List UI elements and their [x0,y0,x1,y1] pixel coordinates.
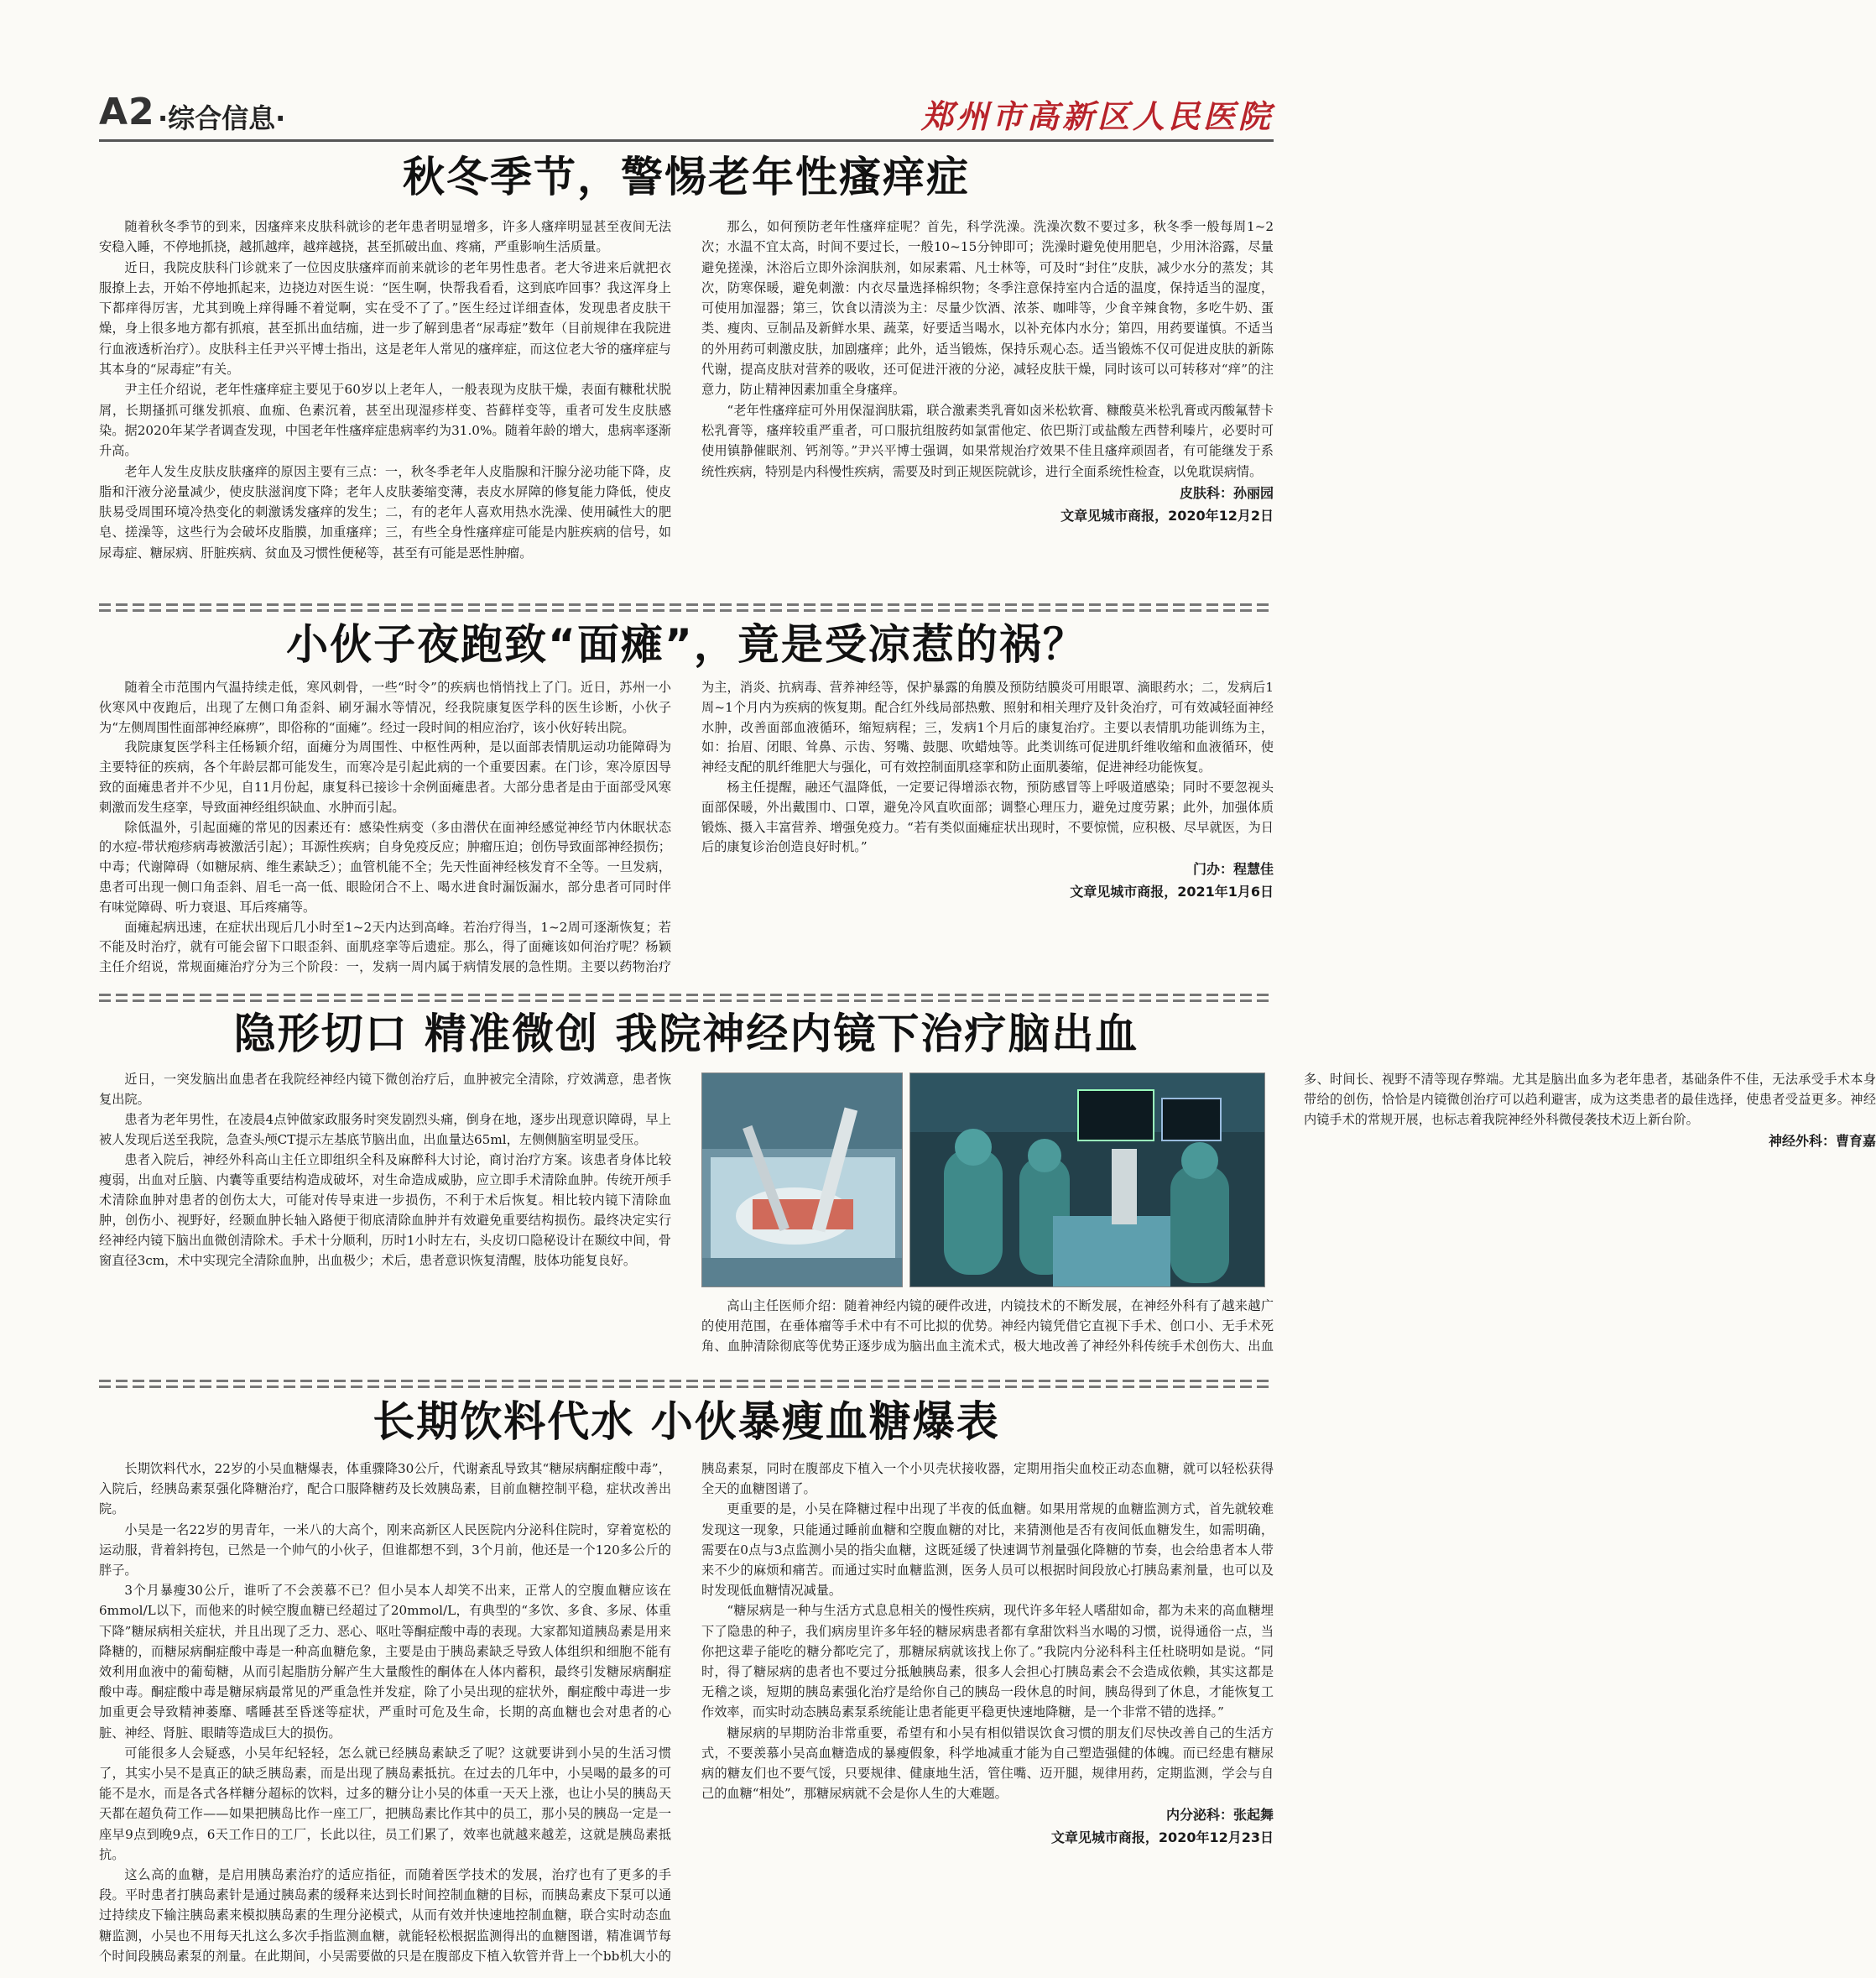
source-line: 文章见城市商报，2021年1月6日 [1070,884,1274,900]
paragraph: 面瘫起病迅速，在症状出现后几小时至1~2天内达到高峰。若治疗得当，1~2周可逐渐恢复；若不能及时治疗，就有可能会留下口眼歪斜、面肌痉挛等后遗症。那么，得了面瘫该如何治疗呢？杨颖主任介绍说，常规面瘫治疗分为三个阶段：一，发病一周内属于病情发展的急性期。主要以药物治疗为主，消炎、抗病毒、营养神经等，保护暴露的角膜及预防结膜炎可用眼罩、滴眼药水；二，发病后1周~1个月内为疾病的恢复期。配合红外线局部热敷、照射和相关理疗及针灸治疗，可有效减轻面神经水肿，改善面部血液循环，缩短病程；三，发病1个月后的康复治疗。主要以表情肌功能训练为主，如：抬眉、闭眼、耸鼻、示齿、努嘴、鼓腮、吹蜡烛等。此类训练可促进肌纤维收缩和血液循环，使神经支配的肌纤维肥大与强化，可有效控制面肌痉挛和防止面肌萎缩，促进神经功能恢复。 [99,680,1274,975]
paragraph: 患者为老年男性，在凌晨4点钟做家政服务时突发剧烈头痛，倒身在地，逐步出现意识障碍，早上被人发现后送至我院，急查头颅CT提示左基底节脑出血，出血量达65ml，左侧侧脑室明显受压。 [99,1112,671,1147]
paragraph: 除低温外，引起面瘫的常见的因素还有：感染性病变（多由潜伏在面神经感觉神经节内休眠状态的水痘-带状疱疹病毒被激活引起）；耳源性疾病；自身免疫反应；肿瘤压迫；创伤导致面部神经损伤；中毒；代谢障碍（如糖尿病、维生素缺乏）；血管机能不全；先天性面神经核发育不全等。一旦发病，患者可出现一侧口角歪斜、眉毛一高一低、眼睑闭合不上、喝水进食时漏饭漏水，部分患者可同时伴有味觉障碍、听力衰退、耳后疼痛等。 [99,819,671,915]
article-title: 长期饮料代水 小伙暴瘦血糖爆表 [373,1397,1000,1446]
article-title: 秋冬季节，警惕老年性瘙痒症 [403,153,970,201]
paragraph: 更重要的是，小吴在降糖过程中出现了半夜的低血糖。如果用常规的血糖监测方式，首先就较难发现这一现象，只能通过睡前血糖和空腹血糖的对比，来猜测他是否有夜间低血糖发生，如需明确，需要在0点与3点监测小吴的指尖血糖，这既延缓了快速调节剂量强化降糖的节奏，也会给患者本人带来不少的麻烦和痛苦。而通过实时血糖监测，医务人员可以根据时间段放心打胰岛素剂量，也可以及时发现低血糖情况减量。 [701,1501,1274,1599]
paragraph: 我院康复医学科主任杨颖介绍，面瘫分为周围性、中枢性两种，是以面部表情肌运动功能障碍为主要特征的疾病，各个年龄层都可能发生，而寒冷是引起此病的一个重要因素。在门诊，寒冷原因导致的面瘫患者并不少见，自11月份起，康复科已接诊十余例面瘫患者。大部分患者是由于面部受风寒刺激而发生痉挛，导致面神经组织缺血、水肿而引起。 [99,739,671,815]
section-divider [99,1376,1274,1391]
paragraph: 这么高的血糖，是启用胰岛素治疗的适应指征，而随着医学技术的发展，治疗也有了更多的手段。平时患者打胰岛素针是通过胰岛素的缓释来达到长时间控制血糖的目标，而胰岛素皮下泵可以通过持续皮下输注胰岛素来模拟胰岛素的生理分泌模式，从而有效并快速地控制血糖，联合实时动态血糖监测，小吴也不用每天扎这么多次手指监测血糖，就能轻松根据监测得出的血糖图谱，精准调节每个时间段胰岛素泵的剂量。在此期间，小吴需要做的只是在腹部皮下植入软管并背上一个bb机大小的胰岛素泵，同时在腹部皮下植入一个小贝壳状接收器，定期用指尖血校正动态血糖，就可以轻松获得全天的血糖图谱了。 [99,1461,1274,1964]
author-line: 门办：程慧佳 [1192,861,1274,878]
author-line: 皮肤科：孙丽园 [1179,484,1274,501]
paragraph: “糖尿病是一种与生活方式息息相关的慢性疾病，现代许多年轻人嗜甜如命，都为未来的高血糖埋下了隐患的种子，我们病房里许多年轻的糖尿病患者都有拿甜饮料当水喝的习惯，说得通俗一点，当你把这辈子能吃的糖分都吃完了，那糖尿病就该找上你了。”我院内分泌科科主任杜晓明如是说。“同时，得了糖尿病的患者也不要过分抵触胰岛素，很多人会担心打胰岛素会不会造成依赖，其实这都是无稽之谈，短期的胰岛素强化治疗是给你自己的胰岛一段休息的时间，胰岛得到了休息，才能恢复工作效率，而实时动态胰岛素泵系统能让患者能更平稳更快速地降糖，是一个非常不错的选择。” [701,1603,1274,1720]
article-title: 隐形切口 精准微创 我院神经内镜下治疗脑出血 [233,1010,1139,1058]
page-number: A2 [99,91,155,133]
article-blood-sugar [99,1393,1274,1972]
author-line: 神经外科：曹育嘉 [1768,1133,1876,1149]
surgery-photos [701,1073,1265,1287]
section-divider [99,600,1274,615]
article-facial-palsy [99,618,1274,987]
article-body [99,1459,1274,1967]
source-line: 文章见城市商报，2020年12月2日 [1060,507,1274,524]
article-body [99,678,1274,985]
paragraph: 杨主任提醒，融还气温降低，一定要记得增添衣物，预防感冒等上呼吸道感染；同时不要忽视头面部保暖，外出戴围巾、口罩，避免冷风直吹面部；调整心理压力，避免过度劳累；此外，加强体质锻炼、摄入丰富营养、增强免疫力。“若有类似面瘫症状出现时，不要惊慌，应积极、尽早就医，为日后的康复诊治创造良好时机。” [701,779,1274,855]
section-name: ·综合信息· [158,102,286,134]
article-body [99,217,1274,596]
paragraph: 糖尿病的早期防治非常重要，希望有和小吴有相似错误饮食习惯的朋友们尽快改善自己的生活方式，不要羡慕小吴高血糖造成的暴瘦假象，科学地减重才能为自己塑造强健的体魄。而已经患有糖尿病的糖友们也不要气馁，只要规律、健康地生活，管住嘴、迈开腿，规律用药，定期监测，学会与自己的血糖“相处”，那糖尿病就不会是你人生的大难题。 [701,1725,1274,1802]
paragraph: “老年性瘙痒症可外用保湿润肤霜，联合激素类乳膏如卤米松软膏、糠酸莫米松乳膏或丙酸氟替卡松乳膏等，瘙痒较重严重者，可口服抗组胺药如氯雷他定、依巴斯汀或盐酸左西替利嗪片，必要时可使用镇静催眠剂、钙剂等。”尹兴平博士强调，如果常规治疗效果不佳且瘙痒顽固者，有可能继发于系统性疾病，特别是内科慢性疾病，需要及时到正规医院就诊，进行全面系统性检查，以免耽误病情。 [701,402,1274,479]
article-itch [99,151,1274,596]
hospital-masthead: 郑州市高新区人民医院 [920,97,1274,135]
paragraph: 可能很多人会疑惑，小吴年纪轻轻，怎么就已经胰岛素缺乏了呢？这就要讲到小吴的生活习惯了，其实小吴不是真正的缺乏胰岛素，而是出现了胰岛素抵抗。在过去的几年中，小吴喝的最多的可能不是水，而是各式各样糖分超标的饮料，过多的糖分让小吴的体重一天天上涨，也让小吴的胰岛天天都在超负荷工作——如果把胰岛比作一座工厂，把胰岛素比作其中的员工，那小吴的胰岛一定是一座早9点到晚9点，6天工作日的工厂，长此以往，员工们累了，效率也就越来越差，这就是胰岛素抵抗。 [99,1745,671,1862]
paragraph: 近日，我院皮肤科门诊就来了一位因皮肤瘙痒而前来就诊的老年男性患者。老大爷进来后就把衣服撩上去，开始不停地抓起来，边挠边对医生说：“医生啊，快帮我看看，这到底咋回事？我这浑身上下都痒得厉害，尤其到晚上痒得睡不着觉啊，实在受不了了。”医生经过详细查体，发现患者皮肤干燥，身上很多地方都有抓痕，甚至抓出血结痂，进一步了解到患者“尿毒症”数年（目前规律在我院进行血液透析治疗）。皮肤科主任尹兴平博士指出，这是老年人常见的瘙痒症，而这位老大爷的瘙痒症与其本身的“尿毒症”有关。 [99,259,671,378]
article-brain-hemorrhage [99,1005,1876,1375]
paragraph: 小吴是一名22岁的男青年，一米八的大高个，刚来高新区人民医院内分泌科住院时，穿着宽松的运动服，背着斜挎包，已然是一个帅气的小伙子，但谁都想不到，3个月前，他还是一个120多公斤的胖子。 [99,1521,671,1579]
surgery-photo-operating-room [909,1073,1265,1287]
surgery-photo-closeup [701,1073,903,1287]
author-line: 内分泌科：张起舞 [1165,1807,1274,1824]
paragraph: 随着全市范围内气温持续走低，寒风刺骨，一些“时令”的疾病也悄悄找上了门。近日，苏州一小伙寒风中夜跑后，出现了左侧口角歪斜、刷牙漏水等情况，经我院康复医学科的医生诊断，小伙子为“左侧周围性面部神经麻痹”，即俗称的“面瘫”。经过一段时间的相应治疗，该小伙好转出院。 [99,680,671,735]
section-divider [99,990,1274,1005]
paragraph: 患者入院后，神经外科高山主任立即组织全科及麻醉科大讨论，商讨治疗方案。该患者身体比较瘦弱，出血对丘脑、内囊等重要结构造成破坏，对生命造成威胁，应立即手术清除血肿。传统开颅手术清除血肿对患者的创伤太大，可能对传导束进一步损伤，不利于术后恢复。相比较内镜下清除血肿，创伤小、视野好，经颞血肿长轴入路便于彻底清除血肿并有效避免重要结构损伤。最终决定实行经神经内镜下脑出血微创清除术。手术十分顺利，历时1小时左右，头皮切口隐秘设计在颞纹中间，骨窗直径3cm，术中实现完全清除血肿，出血极少；术后，患者意识恢复清醒，肢体功能复良好。 [99,1152,671,1268]
source-line: 文章见城市商报，2020年12月23日 [1050,1829,1274,1846]
header-rule [99,139,1274,142]
paragraph: 尹主任介绍说，老年性瘙痒症主要见于60岁以上老年人，一般表现为皮肤干燥，表面有糠秕状脱屑，长期搔抓可继发抓痕、血痂、色素沉着，甚至出现湿疹样变、苔藓样变等，重者可发生皮肤感染。据2020年某学者调查发现，中国老年性瘙痒症患病率约为31.0%。随着年龄的增大，患病率逐渐升高。 [99,382,671,459]
paragraph: 长期饮料代水，22岁的小吴血糖爆表，体重骤降30公斤，代谢紊乱导致其“糖尿病酮症酸中毒”，入院后，经胰岛素泵强化降糖治疗，配合口服降糖药及长效胰岛素，目前血糖控制平稳，症状改善出院。 [99,1461,671,1517]
article-title: 小伙子夜跑致“面瘫”，竟是受凉惹的祸？ [286,620,1087,669]
paragraph: 3个月暴瘦30公斤，谁听了不会羡慕不已？但小吴本人却笑不出来，正常人的空腹血糖应该在6mmol/L以下，而他来的时候空腹血糖已经超过了20mmol/L，有典型的“多饮、多食、多尿、体重下降”糖尿病相关症状，并且出现了乏力、恶心、呕吐等酮症酸中毒的表现。大家都知道胰岛素是用来降糖的，而糖尿病酮症酸中毒是一种高血糖危象，主要是由于胰岛素缺乏导致人体组织和细胞不能有效利用血液中的葡萄糖，从而引起脂肪分解产生大量酸性的酮体在人体内蓄积，最终引发糖尿病酮症酸中毒。酮症酸中毒是糖尿病最常见的严重急性并发症，除了小吴出现的症状外，酮症酸中毒进一步加重更会导致精神萎靡、嗜睡甚至昏迷等症状，严重时可危及生命，长期的高血糖也会对患者的心脏、神经、肾脏、眼睛等造成巨大的损伤。 [99,1583,671,1741]
paragraph: 近日，一突发脑出血患者在我院经神经内镜下微创治疗后，血肿被完全清除，疗效满意，患者恢复出院。 [99,1072,671,1107]
page-header [99,91,1274,134]
paragraph: 老年人发生皮肤皮肤瘙痒的原因主要有三点：一，秋冬季老年人皮脂腺和汗腺分泌功能下降，皮脂和汗液分泌量减少，使皮肤滋润度下降；老年人皮肤萎缩变薄，表皮水屏障的修复能力降低，使皮肤易受周围环境冷热变化的刺激诱发瘙痒的发生；二，有的老年人喜欢用热水洗澡、使用碱性大的肥皂、搓澡等，这些行为会破坏皮脂膜，加重瘙痒；三，有些全身性瘙痒症可能是内脏疾病的信号，如尿毒症、糖尿病、肝脏疾病、贫血及习惯性便秘等，甚至有可能是恶性肿瘤。 [99,463,671,561]
paragraph: 随着秋冬季节的到来，因瘙痒来皮肤科就诊的老年患者明显增多，许多人瘙痒明显甚至夜间无法安稳入睡，不停地抓挠，越抓越痒，越痒越挠，甚至抓破出血、疼痛，严重影响生活质量。 [99,219,671,255]
paragraph: 那么，如何预防老年性瘙痒症呢？首先，科学洗澡。洗澡次数不要过多，秋冬季一般每周1~2次；水温不宜太高，时间不要过长，一般10~15分钟即可；洗澡时避免使用肥皂，少用沐浴露，尽量避免搓澡，沐浴后立即外涂润肤剂，如尿素霜、凡士林等，可及时“封住”皮肤，减少水分的蒸发；其次，防寒保暖，避免刺激：内衣尽量选择棉织物；冬季注意保持室内合适的温度，保持适当的湿度，可使用加湿器；第三，饮食以清淡为主：尽量少饮酒、浓茶、咖啡等，少食辛辣食物，多吃牛奶、蛋类、瘦肉、豆制品及新鲜水果、蔬菜，好要适当喝水，以补充体内水分；第四，用药要谨慎。不适当的外用药可刺激皮肤，加剧瘙痒；此外，适当锻炼，保持乐观心态。适当锻炼不仅可促进皮肤的新陈代谢，提高皮肤对营养的吸收，还可促进汗液的分泌，减轻皮肤干燥，同时该可以可转移对“痒”的注意力，防止精神因素加重全身瘙痒。 [701,219,1274,398]
paragraph: 高山主任医师介绍：随着神经内镜的硬件改进，内镜技术的不断发展，在神经外科有了越来越广的使用范围，在垂体瘤等手术中有不可比拟的优势。神经内镜凭借它直视下手术、创口小、无手术死角、血肿清除彻底等优势正逐步成为脑出血主流术式，极大地改善了神经外科传统手术创伤大、出血多、时间长、视野不清等现存弊端。尤其是脑出血多为老年患者，基础条件不佳，无法承受手术本身带给的创伤，恰恰是内镜微创治疗可以趋利避害，成为这类患者的最佳选择，使患者受益更多。神经内镜手术的常规开展，也标志着我院神经外科微侵袭技术迈上新台阶。 [701,1072,1876,1354]
